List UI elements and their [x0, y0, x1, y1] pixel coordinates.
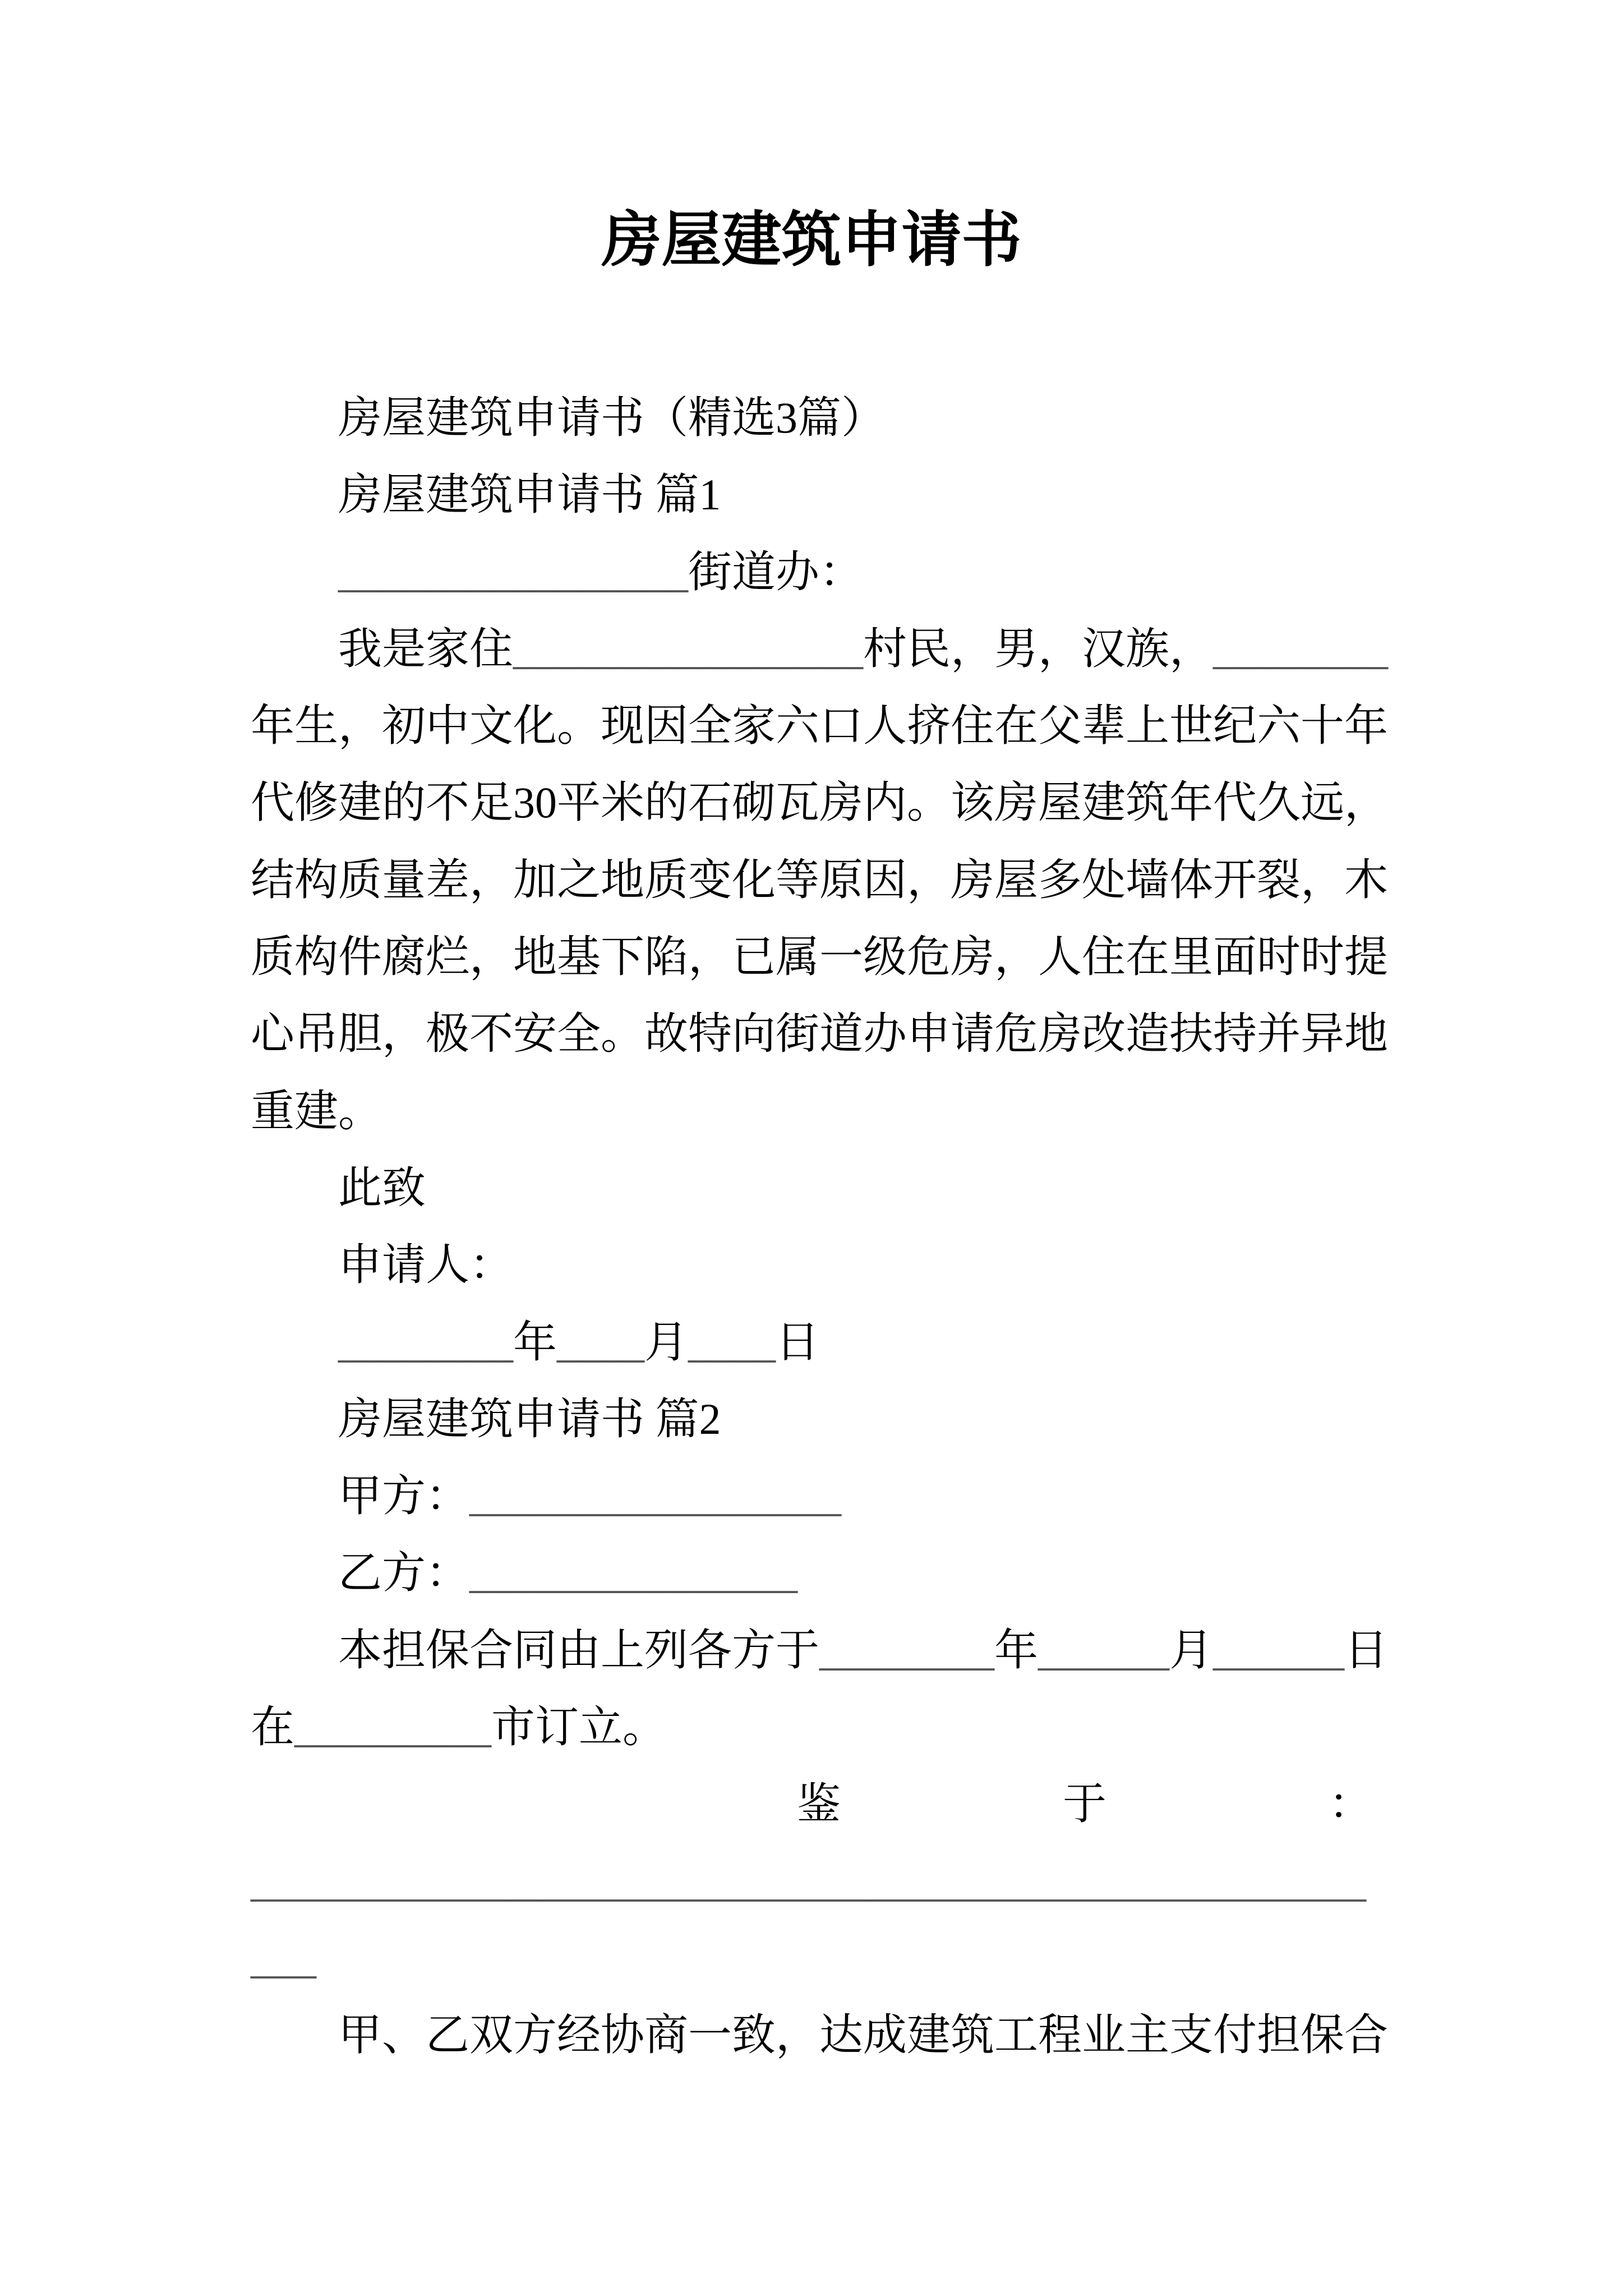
document-title: 房屋建筑申请书: [601, 208, 1022, 274]
fill-in-blank: _________: [294, 1703, 492, 1752]
paragraph-line: 质构件腐烂，地基下陷，已属一级危房，人住在里面时时提: [251, 932, 1389, 982]
document-body: [251, 379, 1387, 2074]
fill-in-blank: ____: [557, 1317, 645, 1366]
fill-in-blank: ________: [819, 1625, 995, 1674]
section-2-heading: 房屋建筑申请书 篇2: [338, 1394, 721, 1443]
party-a-line: 甲方：_________________: [338, 1471, 842, 1521]
paragraph-line: 结构质量差，加之地质变化等原因，房屋多处墙体开裂，木: [251, 855, 1389, 904]
spread-char: 于: [1062, 1779, 1106, 1829]
fill-in-blank: ___________________________________________________: [251, 1856, 1366, 1906]
fill-in-blank: ____: [688, 1317, 776, 1366]
date-line: ________年____月____日: [338, 1317, 820, 1366]
paragraph-line: 代修建的不足30平米的石砌瓦房内。该房屋建筑年代久远，: [251, 778, 1389, 827]
paragraph-line: 重建。: [251, 1086, 382, 1135]
agreement-line: 本担保合同由上列各方于________年______月______日: [338, 1625, 1389, 1674]
spread-char: ：: [1328, 1779, 1372, 1829]
fill-in-blank: ________: [1213, 624, 1389, 673]
fill-in-blank: ________________: [513, 624, 864, 673]
fill-in-blank: ________________: [338, 547, 688, 596]
section-1-heading: 房屋建筑申请书 篇1: [338, 470, 721, 519]
paragraph-line: 甲、乙双方经协商一致，达成建筑工程业主支付担保合: [338, 2010, 1389, 2060]
whereas-blank-line: [251, 1920, 1387, 1996]
whereas-line: [251, 1765, 1387, 1842]
paragraph-line: 年生，初中文化。现因全家六口人挤住在父辈上世纪六十年: [251, 701, 1389, 751]
fill-in-blank: ________: [338, 1317, 513, 1366]
paragraph-line: 心吊胆，极不安全。故特向街道办申请危房改造扶持并异地: [251, 1009, 1389, 1059]
fill-in-blank: ______: [1213, 1625, 1345, 1674]
fill-in-blank: _________________: [469, 1471, 842, 1521]
fill-in-blank: ___: [251, 1933, 316, 1982]
party-b-line: 乙方：_______________: [338, 1548, 798, 1598]
spread-char: 鉴: [797, 1779, 841, 1829]
addressee-line: ________________街道办：: [338, 547, 864, 596]
closing-line: 此致: [338, 1163, 426, 1212]
fill-in-blank: _______________: [469, 1548, 798, 1598]
agreement-line: 在_________市订立。: [251, 1703, 667, 1752]
applicant-label: 申请人：: [338, 1240, 514, 1290]
paragraph-line: 我是家住________________村民，男，汉族，________: [338, 624, 1389, 673]
fill-in-blank: ______: [1038, 1625, 1170, 1674]
collection-heading: 房屋建筑申请书（精选3篇）: [338, 393, 886, 442]
whereas-blank-line: [251, 1843, 1387, 1920]
